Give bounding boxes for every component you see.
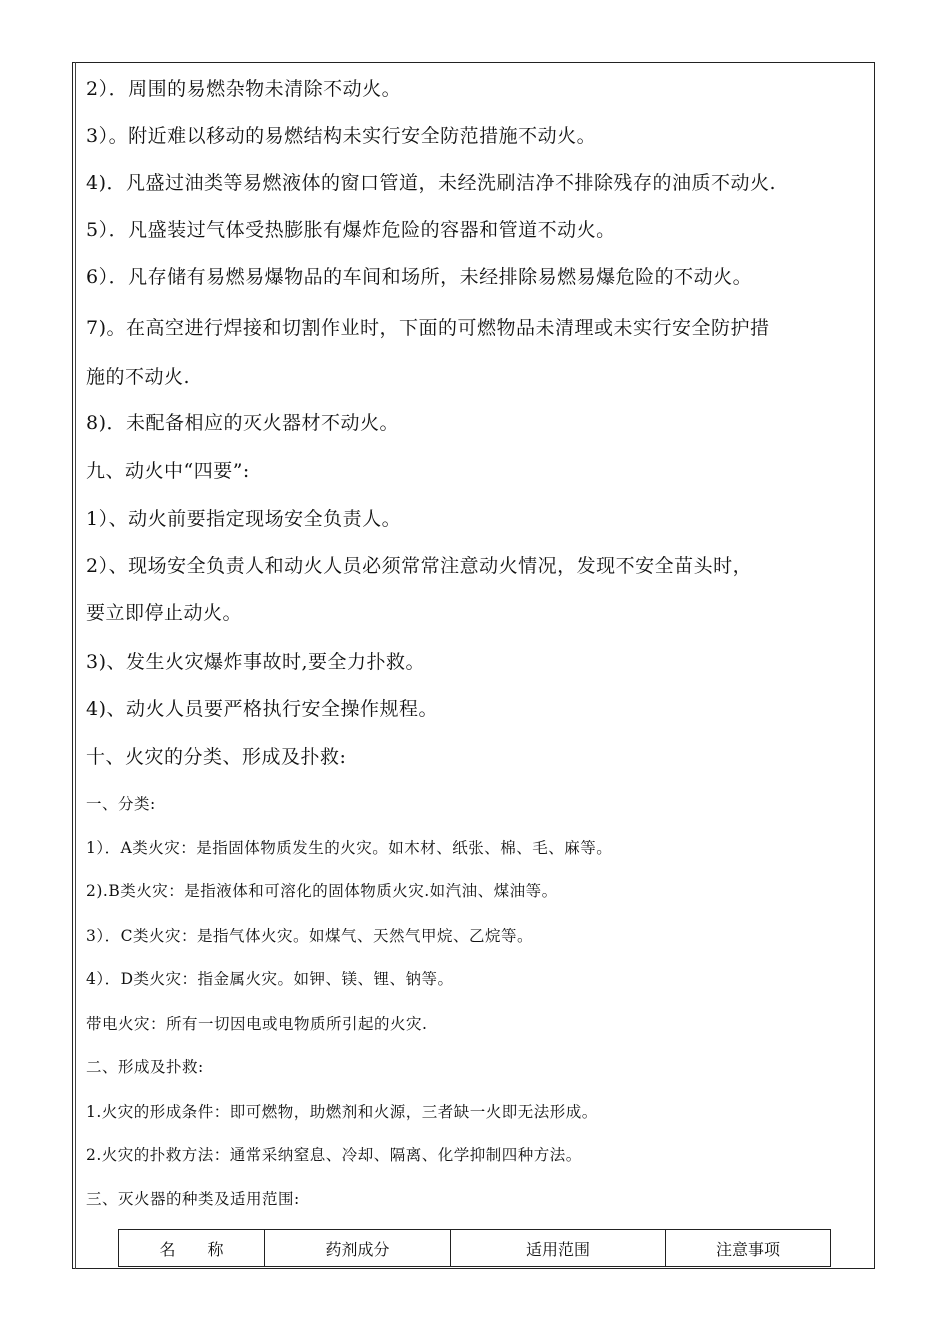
text-line: 3）。附近难以移动的易燃结构未实行安全防范措施不动火。	[86, 125, 597, 147]
text-line: 4)、动火人员要严格执行安全操作规程。	[86, 698, 439, 720]
frame-inner-rule	[75, 62, 76, 1269]
text-line: 8)．未配备相应的灭火器材不动火。	[86, 412, 400, 434]
text-line: 4）．D类火灾：指金属火灾。如钾、镁、锂、钠等。	[86, 970, 454, 988]
text-line: 带电火灾：所有一切因电或电物质所引起的火灾.	[86, 1015, 428, 1033]
text-line: 2）、现场安全负责人和动火人员必须常常注意动火情况，发现不安全苗头时，	[86, 555, 753, 577]
text-line: 7)。在高空进行焊接和切割作业时，下面的可燃物品未清理或未实行安全防护措	[86, 317, 770, 339]
text-line: 5）．凡盛装过气体受热膨胀有爆炸危险的容器和管道不动火。	[86, 219, 616, 241]
text-line: 2).B类火灾：是指液体和可溶化的固体物质火灾.如汽油、煤油等。	[86, 882, 558, 900]
text-line: 2.火灾的扑救方法：通常采纳窒息、冷却、隔离、化学抑制四种方法。	[86, 1146, 582, 1164]
text-line: 1）、动火前要指定现场安全负责人。	[86, 508, 402, 530]
table-header-row	[119, 1230, 831, 1267]
text-line: 1）．A类火灾：是指固体物质发生的火灾。如木材、纸张、棉、毛、麻等。	[86, 839, 613, 857]
text-line: 4)．凡盛过油类等易燃液体的窗口管道，未经洗刷洁净不排除残存的油质不动火.	[86, 172, 777, 194]
text-line: 3)、发生火灾爆炸事故时,要全力扑救。	[86, 651, 426, 673]
extinguisher-table	[118, 1229, 831, 1267]
table-header-cell: 注意事项	[666, 1230, 831, 1267]
text-line: 1.火灾的形成条件：即可燃物，助燃剂和火源，三者缺一火即无法形成。	[86, 1103, 598, 1121]
text-line: 6）．凡存储有易燃易爆物品的车间和场所，未经排除易燃易爆危险的不动火。	[86, 266, 753, 288]
subsection-heading: 三、灭火器的种类及适用范围:	[86, 1190, 300, 1208]
subsection-heading: 二、形成及扑救:	[86, 1058, 204, 1076]
text-line: 施的不动火.	[86, 366, 191, 388]
section-heading: 九、动火中“四要”:	[86, 460, 250, 482]
table-header-cell: 适用范围	[451, 1230, 666, 1267]
subsection-heading: 一、分类:	[86, 795, 156, 813]
table-header-cell: 名 称	[119, 1230, 265, 1267]
text-line: 要立即停止动火。	[86, 602, 243, 624]
section-heading: 十、火灾的分类、形成及扑救:	[86, 746, 347, 768]
table-header-cell: 药剂成分	[265, 1230, 451, 1267]
text-line: 2）．周围的易燃杂物未清除不动火。	[86, 78, 402, 100]
text-line: 3）．C类火灾：是指气体火灾。如煤气、天然气甲烷、乙烷等。	[86, 927, 533, 945]
